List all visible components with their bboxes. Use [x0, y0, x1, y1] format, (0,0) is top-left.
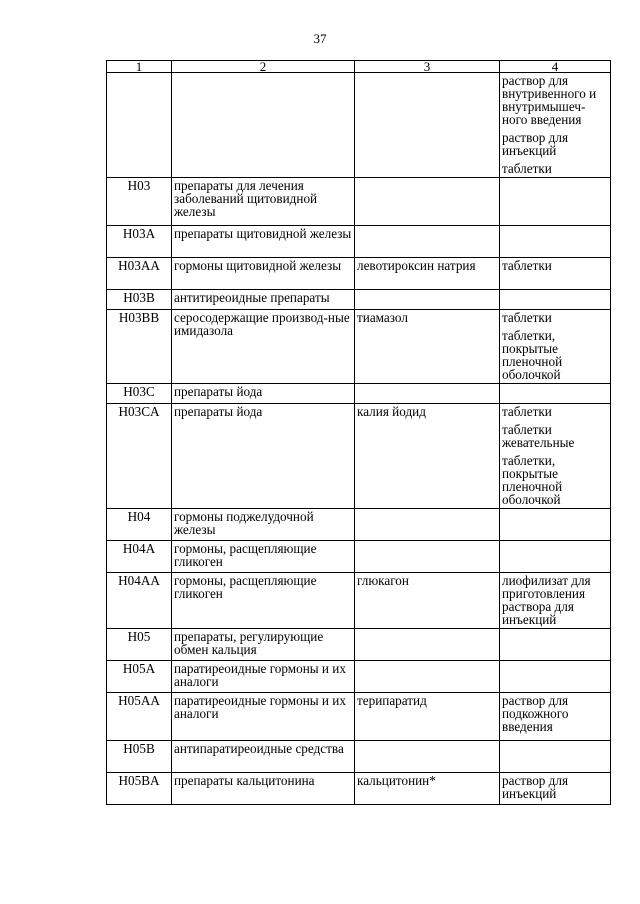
name-cell: антипаратиреоидные средства — [172, 741, 355, 773]
forms-cell — [500, 573, 611, 629]
dosage-form: таблетки, покрытые пленочной оболочкой — [502, 453, 563, 507]
code-cell — [107, 73, 172, 178]
name-cell: препараты для лечения заболеваний щитовидной железы — [172, 178, 355, 226]
drug-cell: тиамазол — [355, 310, 500, 384]
drug-cell: калия йодид — [355, 404, 500, 509]
drug-cell — [355, 226, 500, 258]
drug-cell — [355, 661, 500, 693]
header-col-1: 1 — [107, 61, 172, 73]
drug-cell — [355, 509, 500, 541]
name-cell: гормоны, расщепляющие гликоген — [172, 573, 355, 629]
drug-cell — [355, 73, 500, 178]
table-row — [107, 773, 611, 805]
table-row — [107, 693, 611, 741]
page-number: 37 — [313, 31, 327, 46]
forms-cell — [500, 404, 611, 509]
name-cell: паратиреоидные гормоны и их аналоги — [172, 661, 355, 693]
code-cell: H03B — [107, 290, 172, 310]
name-cell: антитиреоидные препараты — [172, 290, 355, 310]
name-cell: препараты кальцитонина — [172, 773, 355, 805]
table-row — [107, 384, 611, 404]
table-row — [107, 629, 611, 661]
drug-cell: глюкагон — [355, 573, 500, 629]
code-cell: H03BB — [107, 310, 172, 384]
table-row — [107, 258, 611, 290]
drug-cell — [355, 290, 500, 310]
forms-cell — [500, 741, 611, 773]
drug-cell — [355, 541, 500, 573]
name-cell — [172, 73, 355, 178]
drug-cell — [355, 741, 500, 773]
table-row — [107, 290, 611, 310]
code-cell: H04AA — [107, 573, 172, 629]
table-row — [107, 404, 611, 509]
code-cell: H05 — [107, 629, 172, 661]
name-cell: гормоны щитовидной железы — [172, 258, 355, 290]
name-cell: препараты щитовидной железы — [172, 226, 355, 258]
table-row — [107, 310, 611, 384]
table-row — [107, 509, 611, 541]
code-cell: H03 — [107, 178, 172, 226]
code-cell: H04A — [107, 541, 172, 573]
dosage-form: раствор для подкожного введения — [502, 693, 569, 734]
code-cell: H03CA — [107, 404, 172, 509]
forms-cell — [500, 693, 611, 741]
table-row — [107, 178, 611, 226]
header-col-2: 2 — [172, 61, 355, 73]
name-cell: серосодержащие производ-ные имидазола — [172, 310, 355, 384]
code-cell: H04 — [107, 509, 172, 541]
header-col-3: 3 — [355, 61, 500, 73]
dosage-form: таблетки — [502, 258, 552, 273]
drug-cell — [355, 384, 500, 404]
forms-cell — [500, 178, 611, 226]
name-cell: гормоны, расщепляющие гликоген — [172, 541, 355, 573]
forms-cell — [500, 384, 611, 404]
table-row — [107, 73, 611, 178]
table-row — [107, 741, 611, 773]
name-cell: препараты йода — [172, 404, 355, 509]
dosage-form: таблетки — [502, 161, 552, 176]
drug-cell — [355, 629, 500, 661]
dosage-form: таблетки, покрытые пленочной оболочкой — [502, 328, 563, 382]
forms-cell — [500, 773, 611, 805]
table-row — [107, 573, 611, 629]
code-cell: H05BA — [107, 773, 172, 805]
header-row — [107, 61, 611, 73]
table-row — [107, 661, 611, 693]
name-cell: гормоны поджелудочной железы — [172, 509, 355, 541]
drug-cell: кальцитонин* — [355, 773, 500, 805]
drug-cell: левотироксин натрия — [355, 258, 500, 290]
drug-cell — [355, 178, 500, 226]
name-cell: препараты, регулирующие обмен кальция — [172, 629, 355, 661]
code-cell: H03C — [107, 384, 172, 404]
dosage-form: раствор для инъекций — [502, 130, 569, 158]
dosage-form: раствор для инъекций — [502, 773, 569, 801]
dosage-form: таблетки — [502, 310, 552, 325]
name-cell: препараты йода — [172, 384, 355, 404]
code-cell: H05AA — [107, 693, 172, 741]
drug-cell: терипаратид — [355, 693, 500, 741]
dosage-form: раствор для внутривенного и внутримышеч-ного введения — [502, 73, 597, 127]
forms-cell — [500, 73, 611, 178]
table-body — [107, 73, 611, 805]
forms-cell — [500, 226, 611, 258]
forms-cell — [500, 629, 611, 661]
table-row — [107, 541, 611, 573]
code-cell: H03AA — [107, 258, 172, 290]
header-col-4: 4 — [500, 61, 611, 73]
dosage-form: лиофилизат для приготовления раствора для инъекций — [502, 573, 591, 627]
name-cell: паратиреоидные гормоны и их аналоги — [172, 693, 355, 741]
forms-cell — [500, 661, 611, 693]
code-cell: H05B — [107, 741, 172, 773]
forms-cell — [500, 310, 611, 384]
code-cell: H03A — [107, 226, 172, 258]
dosage-form: таблетки — [502, 404, 552, 419]
forms-cell — [500, 509, 611, 541]
code-cell: H05A — [107, 661, 172, 693]
drug-table — [106, 60, 611, 805]
dosage-form: таблетки жевательные — [502, 422, 575, 450]
forms-cell — [500, 541, 611, 573]
forms-cell — [500, 290, 611, 310]
forms-cell — [500, 258, 611, 290]
table-row — [107, 226, 611, 258]
